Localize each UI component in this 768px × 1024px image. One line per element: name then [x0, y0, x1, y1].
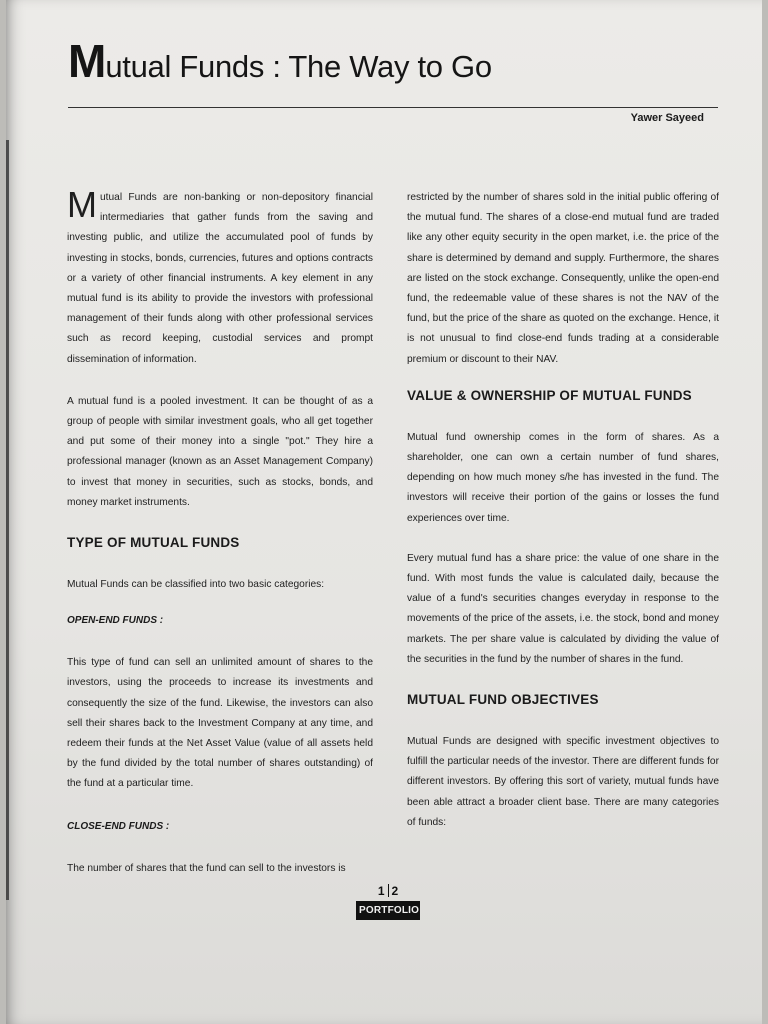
close-end-continued-paragraph: restricted by the number of shares sold in the initial public offering of the mutual fund. The shares of a close-end mutual fund are traded like any other equity security in the open market, i.e. the price of the share is determined by demand and supply. Furthermore, the shares are listed on the stock exchange. Consequently, unlike the open-end fund, the redeemable value of these shares is not the NAV of the fund, but the price of the share as quoted on the exchange. Hence, it is not unusual to find close-end funds trading at a considerable premium or discount to their NAV.: [407, 192, 719, 365]
article-title: [68, 34, 492, 88]
pooled-investment-paragraph: A mutual fund is a pooled investment. It can be thought of as a group of people with similar investment goals, who all get together and put some of their money into a single "pot." They hire a professional manager (known as an Asset Management Company) to invest that money in securities, such as stocks, bonds, and money market instruments.: [67, 395, 373, 508]
left-column: [67, 184, 373, 879]
share-price-paragraph: Every mutual fund has a share price: the value of one share in the fund. With most funds the value is calculated daily, because the value of a fund's securities changes everyday in response to the movements of the price of the assets, i.e. the stock, bond and money markets. The per share value is calculated by dividing the value of the securities in the fund by the number of shares in the fund.: [407, 552, 719, 665]
author-name: Yawer Sayeed: [630, 112, 704, 124]
page-number-right: 2: [391, 884, 399, 898]
magazine-page: [6, 0, 762, 1024]
publication-brand: PORTFOLIO: [356, 901, 420, 920]
page-footer: [356, 884, 420, 920]
heading-fund-objectives: MUTUAL FUND OBJECTIVES: [407, 692, 599, 708]
title-initial: M: [68, 35, 106, 87]
page-binding-edge: [6, 140, 9, 900]
heading-value-ownership: VALUE & OWNERSHIP OF MUTUAL FUNDS: [407, 387, 692, 403]
intro-text: utual Funds are non-banking or non-depository financial intermediaries that gather funds from the saving and investing public, and utilize the accumulated pool of funds by investing in stocks, bonds, currencies, futures and options contracts or a variety of other financial instruments. A key element in any mutual fund is its ability to provide the investors with professional management of their funds along with other professional services such as record keeping, custodial services and prompt dissemination of information.: [67, 192, 373, 365]
right-column: [407, 188, 719, 833]
page-number-left: 1: [377, 884, 385, 898]
heading-types-of-funds: TYPE OF MUTUAL FUNDS: [67, 535, 240, 551]
objectives-paragraph: Mutual Funds are designed with specific investment objectives to fulfill the particular needs of the investor. There are different funds for different investors. By offering this sort of variety, mutual funds have been able attract a broader client base. There are many categories of funds:: [407, 736, 719, 828]
heading-open-end-funds: OPEN-END FUNDS :: [67, 615, 164, 627]
types-intro: Mutual Funds can be classified into two basic categories:: [67, 579, 325, 591]
page-number: [356, 884, 420, 898]
title-rule: [68, 107, 718, 108]
close-end-paragraph: The number of shares that the fund can sell to the investors is: [67, 862, 346, 874]
heading-close-end-funds: CLOSE-END FUNDS :: [67, 820, 170, 832]
value-ownership-paragraph: Mutual fund ownership comes in the form of shares. As a shareholder, one can own a certain number of fund shares, depending on how much money s/he has invested in the fund. The investors will receive their portion of the gains or losses the fund experiences over time.: [407, 431, 719, 524]
intro-paragraph: [67, 184, 373, 370]
drop-cap: M: [67, 184, 97, 225]
title-rest: utual Funds : The Way to Go: [105, 49, 492, 84]
open-end-paragraph: This type of fund can sell an unlimited amount of shares to the investors, using the proceeds to increase its investments and consequently the size of the fund. Likewise, the investors can also sell their shares back to the Investment Company at any time, and redeem their funds at the Net Asset Value (value of all assets held by the fund divided by the total number of shares outstanding) of the fund at a particular time.: [67, 657, 373, 790]
